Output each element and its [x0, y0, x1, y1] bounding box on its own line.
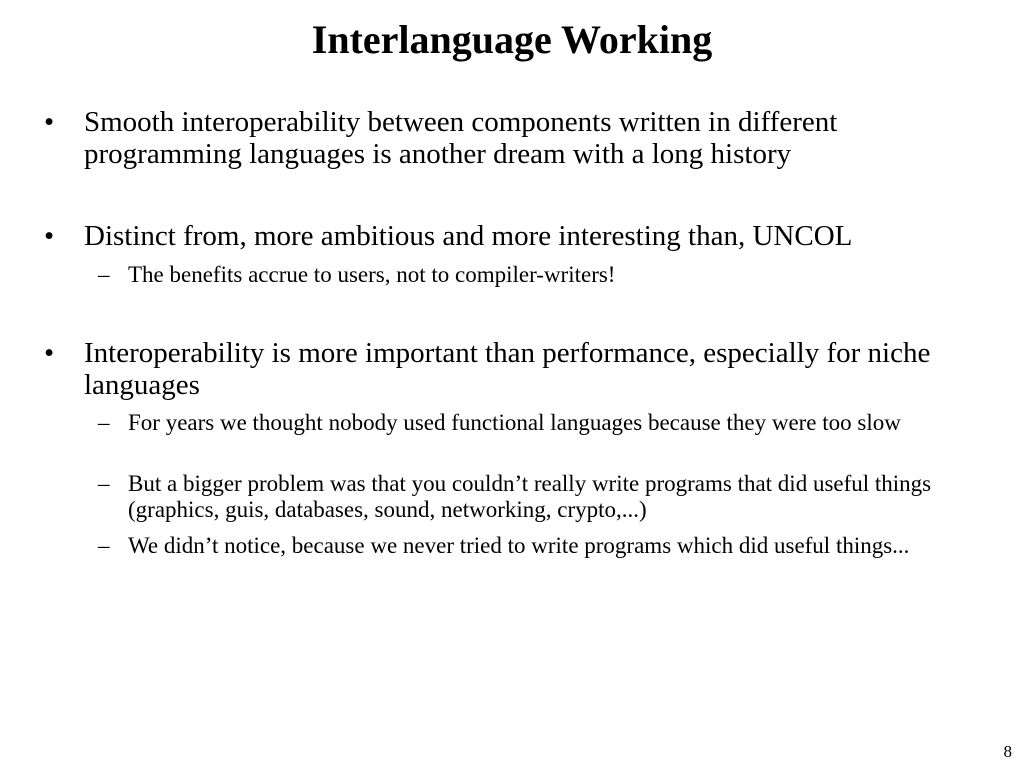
sub-bullet-item: – The benefits accrue to users, not to compiler-writers!	[128, 262, 998, 288]
sub-bullet-item: – For years we thought nobody used functional languages because they were too slow	[128, 410, 998, 436]
bullet-item: • Distinct from, more ambitious and more interesting than, UNCOL	[84, 220, 994, 252]
slide-title: Interlanguage Working	[311, 17, 713, 62]
page-number: 8	[1003, 742, 1012, 761]
sub-bullet-item: – But a bigger problem was that you couldn’t really write programs that did useful things (graphics, guis, databases, sound, networking, crypto,...)	[128, 471, 998, 523]
sub-bullet-item: – We didn’t notice, because we never tried to write programs which did useful things...	[128, 533, 998, 559]
bullet-item: • Interoperability is more important than performance, especially for niche languages	[84, 337, 994, 401]
bullet-item: • Smooth interoperability between components written in different programming languages is another dream with a long history	[84, 106, 994, 170]
